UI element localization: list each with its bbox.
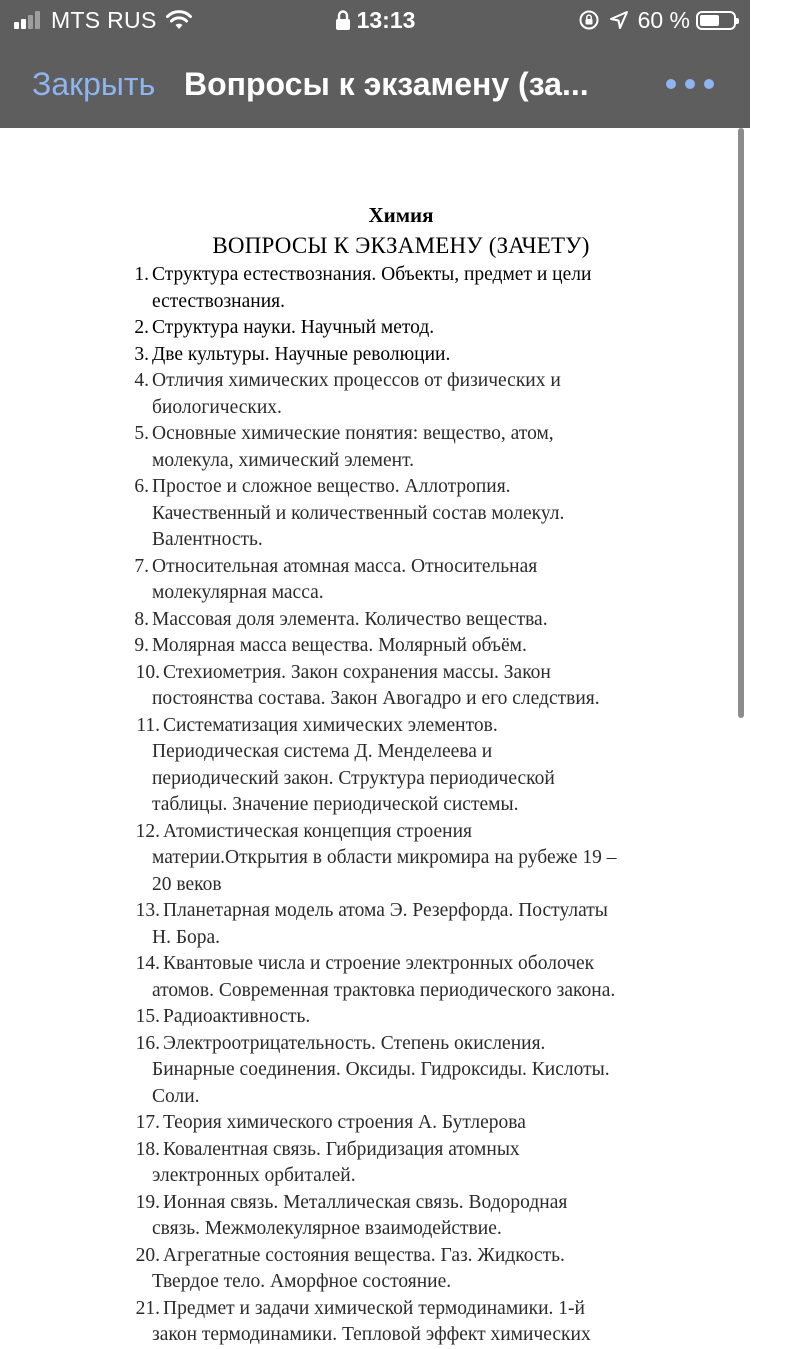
question-text-line: атомов. Современная трактовка периодического закона. <box>152 979 616 1001</box>
question-text-line: Бинарные соединения. Оксиды. Гидроксиды. Кислоты. <box>152 1059 610 1080</box>
question-number: 1. <box>134 264 149 285</box>
more-dot-icon <box>685 79 695 89</box>
document-viewer[interactable] <box>0 128 750 1345</box>
question-item <box>0 819 750 899</box>
question-text-line: Предмет и задачи химической термодинамики. 1-й <box>163 1297 585 1319</box>
question-item <box>0 1137 750 1190</box>
question-number: 2. <box>134 317 149 338</box>
doc-subject-heading: Химия <box>368 203 434 227</box>
question-text-line: Массовая доля элемента. Количество вещества. <box>152 608 548 630</box>
question-number: 4. <box>134 370 149 391</box>
question-number: 12. <box>135 820 160 842</box>
question-text-line: Структура науки. Научный метод. <box>152 317 435 338</box>
question-number: 16. <box>135 1032 160 1054</box>
question-number: 13. <box>135 900 160 921</box>
close-button[interactable]: Закрыть <box>32 66 156 102</box>
question-text-line: молекула, химический элемент. <box>152 449 414 471</box>
document-title: Вопросы к экзамену (за... <box>184 66 589 102</box>
question-text-line: биологических. <box>152 396 282 418</box>
question-item <box>0 607 750 634</box>
question-number: 19. <box>135 1191 160 1213</box>
question-text-line: 20 веков <box>152 873 222 895</box>
question-text-line: Относительная атомная масса. Относительная <box>152 555 538 577</box>
question-text-line: Периодическая система Д. Менделеева и <box>152 741 493 762</box>
question-number: 18. <box>135 1138 160 1160</box>
question-number: 10. <box>135 661 160 683</box>
question-item <box>0 633 750 660</box>
question-number: 11. <box>136 714 160 736</box>
lock-icon <box>335 9 351 31</box>
question-text-line: Качественный и количественный состав молекул. <box>152 502 565 524</box>
question-number: 21. <box>135 1297 160 1319</box>
question-number: 8. <box>134 608 149 630</box>
question-number: 15. <box>135 1006 160 1027</box>
question-text-line: Две культуры. Научные революции. <box>152 343 451 365</box>
question-text-line: Квантовые числа и строение электронных оболочек <box>163 953 595 974</box>
question-item <box>0 342 750 369</box>
question-text-line: Соли. <box>152 1085 200 1107</box>
question-text-line: Простое и сложное вещество. Аллотропия. <box>152 476 511 497</box>
question-text-line: периодический закон. Структура периодической <box>152 767 555 789</box>
battery-percent: 60 % <box>637 6 690 33</box>
question-item <box>0 898 750 951</box>
question-item <box>0 1296 750 1349</box>
question-list <box>0 262 750 1349</box>
question-item <box>0 315 750 342</box>
question-text-line: материи.Открытия в области микромира на рубеже 19 – <box>152 847 617 868</box>
question-text-line: Структура естествознания. Объекты, предмет и цели <box>152 264 592 285</box>
question-number: 14. <box>135 953 160 974</box>
question-item <box>0 262 750 315</box>
question-number: 17. <box>135 1112 160 1133</box>
more-options-button[interactable] <box>666 78 714 90</box>
question-text-line: Отличия химических процессов от физических и <box>152 370 561 391</box>
question-text-line: постоянства состава. Закон Авогадро и его следствия. <box>152 688 600 709</box>
question-text-line: Систематизация химических элементов. <box>163 714 498 736</box>
question-text-line: таблицы. Значение периодической системы. <box>152 794 519 815</box>
more-dot-icon <box>666 79 676 89</box>
doc-title-heading: ВОПРОСЫ К ЭКЗАМЕНУ (ЗАЧЕТУ) <box>212 233 590 258</box>
carrier-name: MTS RUS <box>51 6 157 33</box>
location-arrow-icon <box>608 9 630 31</box>
scroll-indicator[interactable] <box>738 128 744 718</box>
question-text-line: Планетарная модель атома Э. Резерфорда. Постулаты <box>163 900 608 921</box>
orientation-lock-icon <box>578 9 600 31</box>
navigation-bar <box>0 40 750 128</box>
question-number: 7. <box>134 555 149 577</box>
question-text-line: Электроотрицательность. Степень окисления. <box>163 1032 546 1054</box>
question-text-line: Агрегатные состояния вещества. Газ. Жидкость. <box>163 1244 565 1266</box>
question-number: 6. <box>134 476 149 497</box>
question-text-line: Ковалентная связь. Гибридизация атомных <box>163 1138 520 1160</box>
question-item <box>0 554 750 607</box>
battery-level <box>700 15 719 26</box>
question-item <box>0 474 750 554</box>
status-bar <box>0 0 750 40</box>
question-text-line: связь. Межмолекулярное взаимодействие. <box>152 1218 502 1239</box>
question-number: 20. <box>135 1244 160 1266</box>
question-item <box>0 368 750 421</box>
question-text-line: Молярная масса вещества. Молярный объём. <box>152 635 527 656</box>
battery-icon <box>696 11 736 30</box>
status-right <box>578 6 736 34</box>
question-number: 9. <box>134 635 149 656</box>
question-text-line: Основные химические понятия: вещество, атом, <box>152 423 554 444</box>
question-number: 5. <box>134 423 149 444</box>
question-text-line: электронных орбиталей. <box>152 1165 356 1186</box>
status-time: 13:13 <box>356 6 416 33</box>
top-bar <box>0 0 750 128</box>
question-text-line: Атомистическая концепция строения <box>163 820 472 842</box>
question-item <box>0 1243 750 1296</box>
question-text-line: естествознания. <box>152 290 285 312</box>
question-item <box>0 713 750 819</box>
question-text-line: Радиоактивность. <box>163 1006 311 1027</box>
question-item <box>0 660 750 713</box>
question-text-line: Твердое тело. Аморфное состояние. <box>152 1271 452 1292</box>
question-text-line: молекулярная масса. <box>152 582 324 603</box>
question-number: 3. <box>134 343 149 365</box>
question-item <box>0 421 750 474</box>
question-text-line: Ионная связь. Металлическая связь. Водородная <box>163 1191 568 1213</box>
question-item <box>0 1031 750 1111</box>
question-item <box>0 1190 750 1243</box>
question-text-line: Н. Бора. <box>152 926 221 948</box>
question-text-line: Валентность. <box>152 529 263 550</box>
question-item <box>0 951 750 1004</box>
more-dot-icon <box>704 79 714 89</box>
question-item <box>0 1004 750 1031</box>
question-text-line: закон термодинамики. Тепловой эффект химических <box>152 1324 591 1345</box>
question-text-line: Стехиометрия. Закон сохранения массы. Закон <box>163 661 551 683</box>
question-item <box>0 1110 750 1137</box>
question-text-line: Теория химического строения А. Бутлерова <box>163 1112 526 1133</box>
